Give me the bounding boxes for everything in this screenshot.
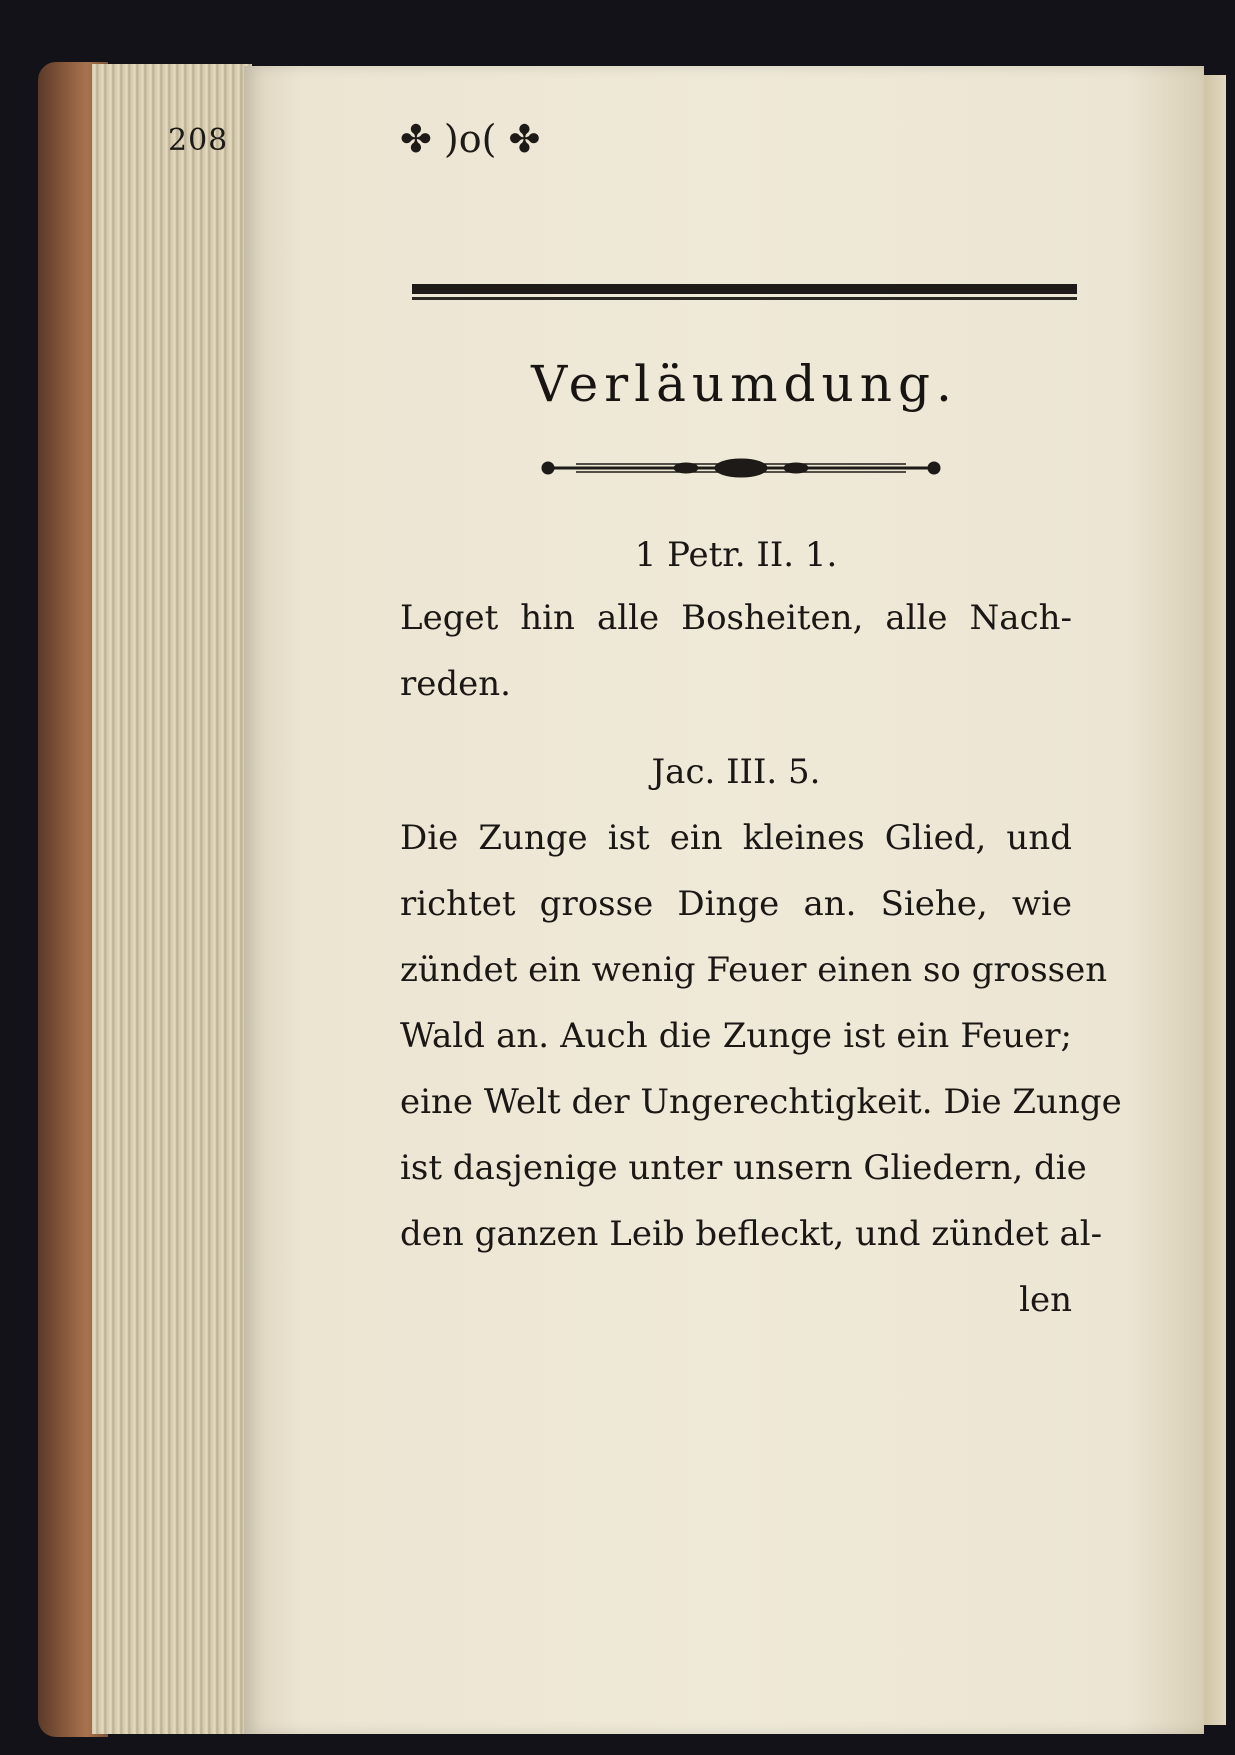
page-title: Verläumdung. (531, 355, 958, 413)
page-number: 208 (168, 123, 229, 158)
text-line: reden. (400, 664, 511, 704)
catchword: len (1019, 1280, 1072, 1320)
header-rule-thick (412, 284, 1077, 294)
page-stack-edges (92, 64, 252, 1734)
section-2 (400, 752, 1072, 792)
text-line: zündet ein wenig Feuer einen so grossen (400, 950, 1108, 990)
page-header (168, 115, 1086, 175)
ornamental-divider (536, 453, 946, 483)
text-line: eine Welt der Ungerechtigkeit. Die Zunge (400, 1082, 1122, 1122)
bible-reference: 1 Petr. II. 1. (634, 535, 838, 575)
header-ornament: ✤ )o( ✤ (400, 117, 541, 161)
header-rule-thin (412, 297, 1077, 300)
text-line: ist dasjenige unter unsern Gliedern, die (400, 1148, 1087, 1188)
text-line: Die Zunge ist ein kleines Glied, und (400, 818, 1072, 858)
text-line: Wald an. Auch die Zunge ist ein Feuer; (400, 1016, 1072, 1056)
section-1 (400, 535, 1072, 575)
text-line: den ganzen Leib befleckt, und zündet al- (400, 1214, 1103, 1254)
catchword-block (400, 1280, 1072, 1320)
section-2-text (400, 805, 1122, 1267)
text-line: richtet grosse Dinge an. Siehe, wie (400, 884, 1072, 924)
section-1-text (400, 585, 1072, 717)
text-line: Leget hin alle Bosheiten, alle Nach- (400, 598, 1072, 638)
bible-reference: Jac. III. 5. (651, 752, 821, 792)
